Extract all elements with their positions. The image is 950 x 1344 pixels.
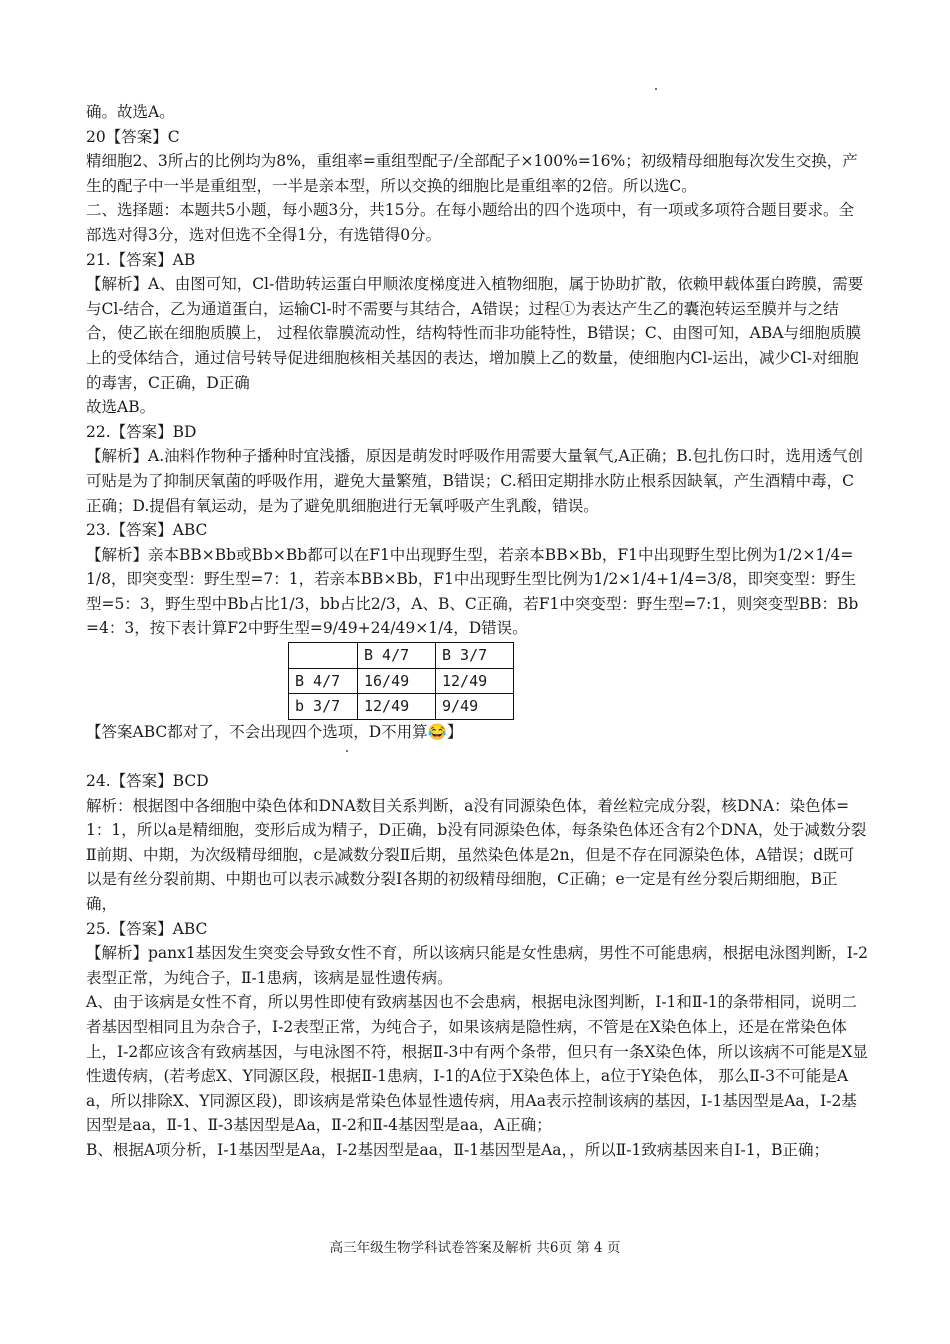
table-row [289, 668, 514, 694]
q21-answer-heading: 21.【答案】AB [86, 250, 196, 269]
q24-explanation: 解析：根据图中各细胞中染色体和DNA数目关系判断，a没有同源染色体，着丝粒完成分裂，核DNA：染色体=1：1，所以a是精细胞，变形后成为精子，D正确，b没有同源染色体，每条染色体还含有2个DNA，处于减数分裂Ⅱ前期、中期，为次级精母细胞，c是减数分裂Ⅱ后期，虽然染色体是2n，但是不存在同源染色体，A错误；d既可以是有丝分裂前期、中期也可以表示减数分裂Ⅰ各期的初级精母细胞，C正确；e一定是有丝分裂后期细胞，B正确， [86, 796, 867, 913]
q23-answer-heading: 23.【答案】ABC [86, 521, 208, 540]
scan-speck [655, 88, 657, 90]
table-cell: 16/49 [358, 668, 436, 694]
q20-answer-heading: 20【答案】C [86, 127, 180, 146]
paragraph-q19-end: 确。故选A。 [86, 103, 175, 121]
table-cell [289, 643, 358, 669]
q24-answer-heading: 24.【答案】BCD [86, 772, 209, 791]
table-cell: 9/49 [436, 694, 514, 720]
table-cell: 12/49 [436, 668, 514, 694]
q25-answer-heading: 25.【答案】ABC [86, 919, 208, 938]
q23-note: 【答案ABC都对了，不会出现四个选项，D不用算😂】 [86, 722, 463, 741]
section-two-instructions: 二、选择题：本题共5小题，每小题3分，共15分。在每小题给出的四个选项中，有一项或多项符合题目要求。全部选对得3分，选对但选不全得1分，有选错得0分。 [86, 201, 854, 244]
answer-page-body [86, 100, 868, 1163]
q21-explanation: 【解析】A、由图可知，Cl-借助转运蛋白甲顺浓度梯度进入植物细胞，属于协助扩散，依赖甲载体蛋白跨膜，需要与Cl-结合，乙为通道蛋白，运输Cl-时不需要与其结合，A错误；过程①为表达产生乙的囊泡转运至膜并与之结合，使乙嵌在细胞质膜上， 过程依靠膜流动性，结构特性而非功能特性，B错误；C、由图可知，ABA与细胞质膜上的受体结合，通过信号转导促进细胞核相关基因的表达，增加膜上乙的数量，使细胞内Cl-运出，减少Cl-对细胞的毒害，C正确，D正确 [86, 275, 864, 392]
q25-option-a-analysis: A、由于该病是女性不育，所以男性即使有致病基因也不会患病，根据电泳图判断，Ⅰ-1和Ⅱ-1的条带相同，说明二者基因型相同且为杂合子，Ⅰ-2表型正常，为纯合子，如果该病是隐性病，不管是在X染色体上，还是在常染色体上，Ⅰ-2都应该含有致病基因，与电泳图不符，根据Ⅱ-3中有两个条带，但只有一条X染色体，所以该病不可能是X显性遗传病，(若考虑X、Y同源区段，根据Ⅱ-1患病，Ⅰ-1的A位于X染色体上，a位于Y染色体， 那么Ⅱ-3不可能是Aa，所以排除X、Y同源区段)，即该病是常染色体显性遗传病，用Aa表示控制该病的基因，Ⅰ-1基因型是Aa，Ⅰ-2基因型是aa，Ⅱ-1、Ⅱ-3基因型是Aa，Ⅱ-2和Ⅱ-4基因型是aa，A正确； [86, 993, 868, 1135]
q20-explanation: 精细胞2、3所占的比例均为8%，重组率=重组型配子/全部配子×100%=16%；初级精母细胞每次发生交换，产生的配子中一半是重组型，一半是亲本型，所以交换的细胞比是重组率的2倍。所以选C。 [86, 152, 858, 195]
q25-option-b-analysis: B、根据A项分析，Ⅰ-1基因型是Aa，Ⅰ-2基因型是aa，Ⅱ-1基因型是Aa，，所以Ⅱ-1致病基因来自Ⅰ-1，B正确； [86, 1140, 830, 1159]
genotype-probability-table [288, 642, 514, 720]
table-cell: B 3/7 [436, 643, 514, 669]
table-cell: 12/49 [358, 694, 436, 720]
table-cell: B 4/7 [289, 668, 358, 694]
table-header-row [289, 643, 514, 669]
q22-answer-heading: 22.【答案】BD [86, 422, 197, 441]
genotype-table-wrapper [288, 642, 868, 720]
table-row [289, 694, 514, 720]
q25-explanation-intro: 【解析】panx1基因发生突变会导致女性不育，所以该病只能是女性患病，男性不可能患病，根据电泳图判断，Ⅰ-2表型正常，为纯合子，Ⅱ-1患病，该病是显性遗传病。 [86, 944, 868, 987]
table-cell: b 3/7 [289, 694, 358, 720]
q21-conclusion: 故选AB。 [86, 398, 156, 417]
table-cell: B 4/7 [358, 643, 436, 669]
page-footer: 高三年级生物学科试卷答案及解析 共6页 第 4 页 [329, 1240, 621, 1256]
blank-spacer [86, 744, 868, 769]
scan-speck [346, 750, 348, 752]
q22-explanation: 【解析】A.油料作物种子播种时宜浅播，原因是萌发时呼吸作用需要大量氧气,A正确；B.包扎伤口时，选用透气创可贴是为了抑制厌氧菌的呼吸作用，避免大量繁殖，B错误；C.稻田定期排水防止根系因缺氧，产生酒精中毒，C正确；D.提倡有氧运动，是为了避免肌细胞进行无氧呼吸产生乳酸，错误。 [86, 447, 864, 515]
q23-explanation: 【解析】亲本BB×Bb或Bb×Bb都可以在F1中出现野生型，若亲本BB×Bb，F1中出现野生型比例为1/2×1/4=1/8，即突变型：野生型=7：1，若亲本BB×Bb，F1中出现野生型比例为1/2×1/4+1/4=3/8，即突变型：野生型=5：3，野生型中Bb占比1/3，bb占比2/3，A、B、C正确，若F1中突变型：野生型=7:1，则突变型BB：Bb=4：3，按下表计算F2中野生型=9/49+24/49×1/4，D错误。 [86, 545, 859, 638]
